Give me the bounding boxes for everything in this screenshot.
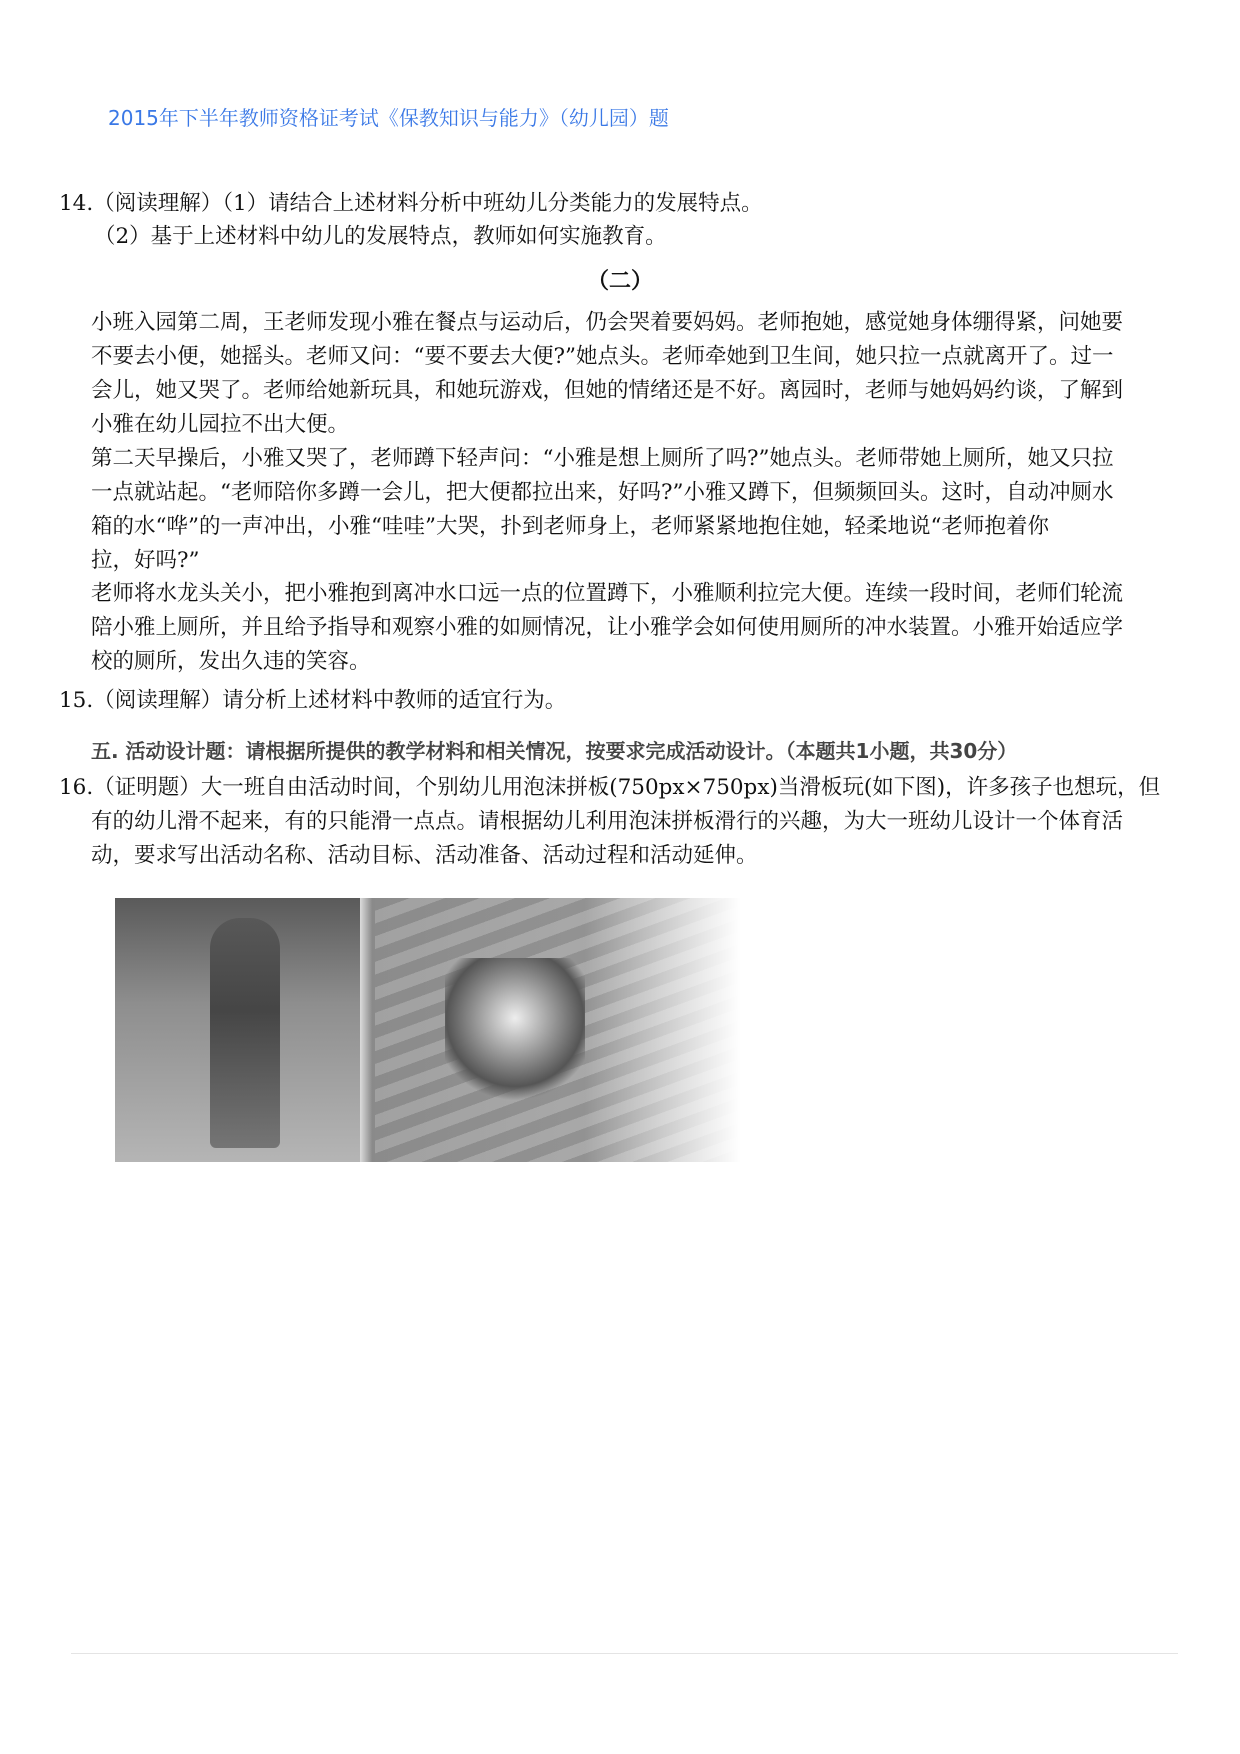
section-heading-5: 五. 活动设计题：请根据所提供的教学材料和相关情况，按要求完成活动设计。（本题共1小题，共30分） [91, 739, 1018, 763]
text-line: 小班入园第二周，王老师发现小雅在餐点与运动后，仍会哭着要妈妈。老师抱她，感觉她身体绷得紧，问她要 [91, 310, 1124, 335]
material-paragraph-1 [91, 306, 1123, 442]
text-line: 16.（证明题）大一班自由活动时间，个别幼儿用泡沫拼板(750px×750px)当滑板玩(如下图)，许多孩子也想玩，但 [59, 775, 1161, 800]
text-line: 老师将水龙头关小，把小雅抱到离冲水口远一点的位置蹲下，小雅顺利拉完大便。连续一段时间，老师们轮流 [91, 581, 1124, 606]
sliding-child-figure [445, 958, 585, 1108]
document-title: 2015年下半年教师资格证考试《保教知识与能力》（幼儿园）题 [108, 106, 669, 130]
text-line: 校的厕所，发出久违的笑容。 [91, 649, 371, 674]
question-14-part-1: 14.（阅读理解）（1）请结合上述材料分析中班幼儿分类能力的发展特点。 [59, 191, 763, 216]
text-line: 箱的水“哗”的一声冲出，小雅“哇哇”大哭，扑到老师身上，老师紧紧地抱住她，轻柔地说“老师抱着你 [91, 514, 1049, 539]
question-15: 15.（阅读理解）请分析上述材料中教师的适宜行为。 [59, 688, 567, 713]
text-line: 一点就站起。“老师陪你多蹲一会儿，把大便都拉出来，好吗?”小雅又蹲下，但频频回头。这时，自动冲厕水 [91, 480, 1114, 505]
material-paragraph-3 [91, 577, 1123, 679]
standing-child-figure [210, 918, 280, 1148]
text-line: 陪小雅上厕所，并且给予指导和观察小雅的如厕情况，让小雅学会如何使用厕所的冲水装置。小雅开始适应学 [91, 615, 1124, 640]
children-foam-board-photo [115, 898, 758, 1162]
text-line: 动，要求写出活动名称、活动目标、活动准备、活动过程和活动延伸。 [91, 843, 758, 868]
question-14-part-2: （2）基于上述材料中幼儿的发展特点，教师如何实施教育。 [94, 224, 667, 249]
text-line: 不要去小便，她摇头。老师又问：“要不要去大便?”她点头。老师牵她到卫生间，她只拉一点就离开了。过一 [91, 344, 1114, 369]
footer-divider [71, 1653, 1178, 1654]
text-line: 拉，好吗?” [91, 548, 200, 573]
question-16 [59, 771, 1160, 873]
material-paragraph-2 [91, 442, 1114, 578]
text-line: 第二天早操后，小雅又哭了，老师蹲下轻声问：“小雅是想上厕所了吗?”她点头。老师带她上厕所，她又只拉 [91, 446, 1114, 471]
text-line: 有的幼儿滑不起来，有的只能滑一点点。请根据幼儿利用泡沫拼板滑行的兴趣，为大一班幼儿设计一个体育活 [91, 809, 1124, 834]
photo-fade-edge [585, 898, 758, 1162]
text-line: 会儿，她又哭了。老师给她新玩具，和她玩游戏，但她的情绪还是不好。离园时，老师与她妈妈约谈，了解到 [91, 378, 1124, 403]
text-line: 小雅在幼儿园拉不出大便。 [91, 412, 350, 437]
section-heading-2: （二） [586, 268, 653, 294]
